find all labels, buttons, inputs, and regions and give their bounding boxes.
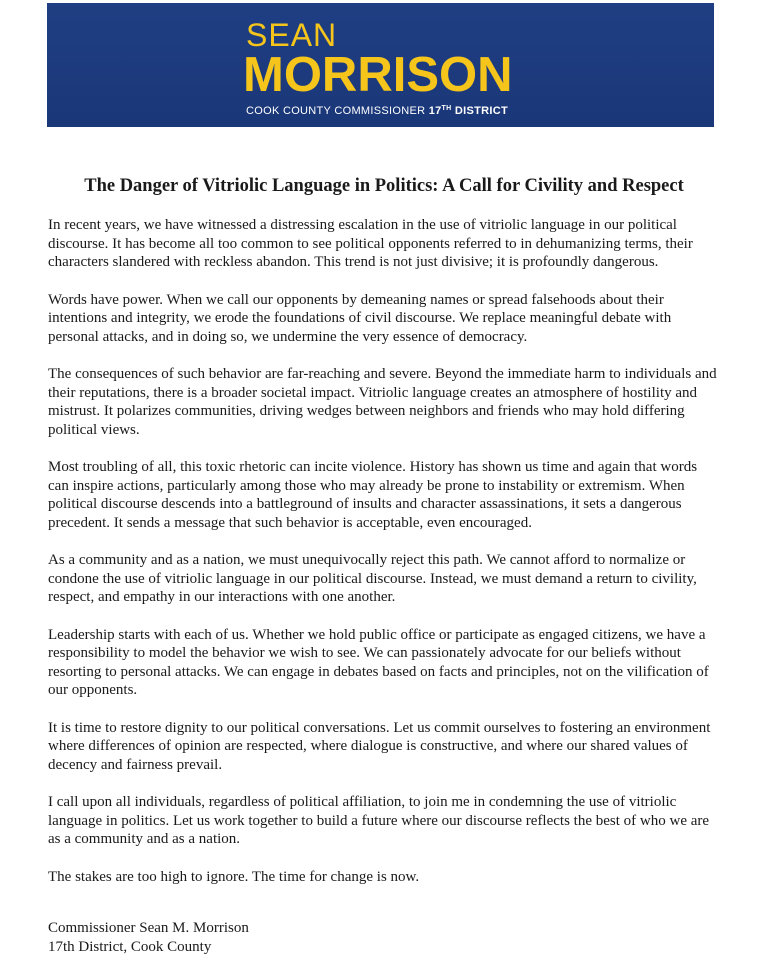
paragraph: As a community and as a nation, we must unequivocally reject this path. We cannot afford to normalize or condone the use of vitriolic language in our political discourse. Instead, we must demand a return to civility, respect, and empathy in our interactions with one another. xyxy=(48,552,697,605)
signature-district: 17th District, Cook County xyxy=(48,939,212,955)
paragraph: Leadership starts with each of us. Whether we hold public office or participate as engaged citizens, we have a responsibility to model the behavior we wish to see. We can passionately advocate for our beliefs without resorting to personal attacks. We can engage in debates based on facts and principles, not on the vilification of our opponents. xyxy=(48,626,709,698)
signature-block xyxy=(48,919,249,957)
paragraph: I call upon all individuals, regardless of political affiliation, to join me in condemning the use of vitriolic language in politics. Let us work together to build a future where our discourse reflects the best of who we are as a community and as a nation. xyxy=(48,794,710,847)
logo-district xyxy=(429,105,508,117)
logo-first-name: SEAN xyxy=(246,17,338,53)
signature-name: Commissioner Sean M. Morrison xyxy=(48,920,249,936)
letterhead-banner xyxy=(47,3,714,127)
paragraph: Words have power. When we call our opponents by demeaning names or spread falsehoods about their intentions and integrity, we erode the foundations of civil discourse. We replace meaningful debate with personal attacks, and in doing so, we undermine the very essence of democracy. xyxy=(48,291,672,345)
logo-district-number: 17 xyxy=(428,105,442,117)
paragraph: It is time to restore dignity to our political conversations. Let us commit ourselves to fostering an environment where differences of opinion are respected, where dialogue is constructive, and where our shared values of decency and fairness prevail. xyxy=(48,719,711,773)
paragraph: In recent years, we have witnessed a distressing escalation in the use of vitriolic language in our political discourse. It has become all too common to see political opponents referred to in dehumanizing terms, their characters slandered with reckless abandon. This trend is not just divisive; it is profoundly dangerous. xyxy=(48,217,693,270)
paragraph: The stakes are too high to ignore. The time for change is now. xyxy=(48,868,420,885)
logo-office-line xyxy=(246,103,508,117)
logo-district-suffix: TH xyxy=(441,105,452,112)
paragraph: Most troubling of all, this toxic rhetoric can incite violence. History has shown us time and again that words can inspire actions, particularly among those who may already be prone to instability or extremism. When political discourse descends into a battleground of insults and character assassinations, it sets a dangerous precedent. It sends a message that such behavior is acceptable, even encouraged. xyxy=(48,459,698,531)
logo-district-word: DISTRICT xyxy=(454,105,508,117)
page-title: The Danger of Vitriolic Language in Politics: A Call for Civility and Respect xyxy=(84,176,684,196)
article-body xyxy=(48,216,720,905)
logo-office: COOK COUNTY COMMISSIONER xyxy=(246,105,426,117)
paragraph: The consequences of such behavior are far-reaching and severe. Beyond the immediate harm to individuals and their reputations, there is a broader societal impact. Vitriolic language creates an atmosphere of hostility and mistrust. It polarizes communities, driving wedges between neighbors and friends who may hold differing political views. xyxy=(48,366,717,438)
logo-last-name: MORRISON xyxy=(243,48,513,102)
